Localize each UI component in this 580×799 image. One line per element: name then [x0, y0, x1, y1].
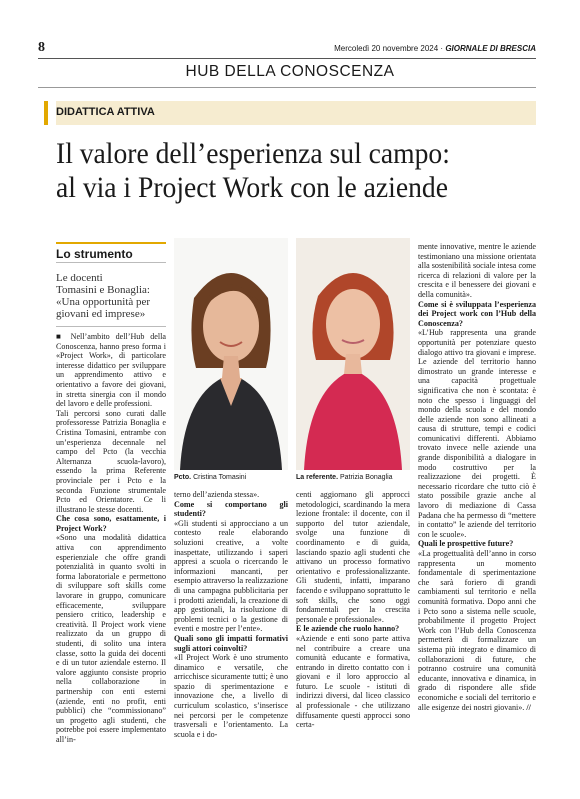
article-kicker: DIDATTICA ATTIVA — [56, 106, 155, 118]
interview-question: Quali sono gli impatti formativi sugli attori coinvolti? — [174, 633, 288, 653]
photo-caption — [296, 474, 393, 481]
caption-label: La referente. — [296, 474, 339, 481]
interview-question: Quali le prospettive future? — [418, 539, 514, 549]
body-paragraph — [418, 549, 536, 712]
sidebar-subhead-line: Le docenti — [56, 272, 103, 284]
photo-patrizia-bonaglia — [296, 238, 410, 470]
headline-line-1: Il valore dell’esperienza sul campo: — [56, 137, 450, 170]
interview-question: Come si comportano gli studenti? — [174, 499, 288, 519]
body-paragraph: ■ Nell’ambito dell’Hub della Conoscenza, hanno preso forma i «Project Work», di particolare interesse didattico per sviluppare un apprendimento attivo e orientativo a favore dei giovani, in stretta sinergia con il mondo del lavoro e delle professioni. — [56, 332, 166, 409]
portrait-illustration — [174, 238, 288, 470]
article-column-4 — [418, 242, 536, 782]
body-paragraph: «Il Project Work è uno strumento dinamico e versatile, che arricchisce sicuramente tutti; è uno spazio di sperimentazione e innovazione che, a livello di curriculum scolastico, s’inserisce nei percorsi per le competenze trasversali e l’orientamento. La scuola e i do- — [174, 653, 288, 739]
kicker-accent — [44, 101, 48, 125]
article-column-2 — [174, 490, 288, 780]
publication-name: GIORNALE DI BRESCIA — [445, 44, 536, 53]
sidebar-rule-bottom — [56, 326, 166, 327]
body-paragraph: «Gli studenti si approcciano a un contesto reale elaborando soluzioni creative, a volte inaspettate, utilizzando i saperi appresi a scuola o ricercando le informazioni mancanti, per esempio attraverso la realizzazione di una campagna pubblicitaria per i prodotti aziendali, la creazione di app gestionali, la risoluzione di problemi tecnici o la gestione di eventi e mostre per l’ente». — [174, 518, 288, 634]
caption-name: Cristina Tomasini — [193, 474, 247, 481]
closing-paragraph-text: «La progettualità dell’anno in corso rappresenta un momento fondamentale di sperimentazione che sarà foriero di grandi cambiamenti sul territorio e nella comunità formativa. Dopo anni che i Pcto sono a sistema nelle scuole, probabilmente il progetto Project Work con l’Hub della Conoscenza permetterà di formalizzare un sistema più integrato e dinamico di collaborazioni di future, che potranno costruire una comunità educante, innovativa e dinamica, in grado di rispondere alle sfide economiche e sociali del territorio e alle esigenze dei nostri giovani». — [418, 549, 536, 712]
body-paragraph: «L’Hub rappresenta una grande opportunità per potenziare questo dialogo attivo tra giovani e imprese. Le aziende del territorio hanno dimostrato un grande interesse e una capacità progettuale significativa che non è scontata: è noto che spesso i linguaggi del mondo della scuola e del mondo delle aziende non sono allineati a causa di strutture, tempi e codici comunicativi differenti. Abbiamo trovato invece nelle aziende una grande disponibilità a dialogare in modo costruttivo per la realizzazione dei progetti. È necessario ricordare che tutto ciò è stato possibile grazie anche al lavoro di mediazione di Cassa Padana che ha permesso di “mettere in contatto” le aziende del territorio con le scuole». — [418, 328, 536, 539]
article-column-1 — [56, 332, 166, 777]
caption-name: Patrizia Bonaglia — [339, 474, 393, 481]
sidebar-rule — [56, 262, 166, 263]
page-number: 8 — [38, 40, 45, 55]
end-mark: // — [526, 702, 531, 712]
photo-caption — [174, 474, 246, 481]
section-rule — [38, 87, 536, 88]
sidebar-subhead-line: «Una opportunità per — [56, 296, 151, 308]
sidebar-accent-rule — [56, 242, 166, 244]
header-separator: · — [440, 44, 444, 53]
header-info — [334, 44, 536, 53]
body-paragraph: «Aziende e enti sono parte attiva nel contribuire a creare una comunità educante e formativa, entrando in diretto contatto con i giovani e il loro approccio al futuro. Le scuole - istituti di indirizzi diversi, dal liceo classico al professionale - che utilizzano diffusamente questi approcci sono certa- — [296, 633, 410, 730]
issue-date: Mercoledì 20 novembre 2024 — [334, 44, 439, 53]
interview-question: Che cosa sono, esattamente, i Project Work? — [56, 514, 166, 533]
body-paragraph: mente innovative, mentre le aziende testimoniano una missione orientata alla sostenibilità sociale intesa come ricerca di relazioni di valore per la crescita e il benessere dei giovani e della comunità». — [418, 242, 536, 299]
sidebar-subhead-line: Tomasini e Bonaglia: — [56, 284, 150, 296]
sidebar-subhead-line: giovani ed imprese» — [56, 308, 146, 320]
body-paragraph: centi aggiornano gli approcci metodologici, scardinando la mera lezione frontale: il docente, con il supporto del tutor aziendale, svolge una funzione di coordinamento e di guida, lasciando spazio agli studenti che attivano un processo formativo orientativo e professionalizzante. Gli studenti, infatti, imparano facendo e sviluppano soprattutto le soft skills, che sono oggi fondamentali per la crescita personale e professionale». — [296, 490, 410, 624]
caption-label: Pcto. — [174, 474, 192, 481]
portrait-illustration — [296, 238, 410, 470]
interview-question: E le aziende che ruolo hanno? — [296, 624, 400, 634]
body-paragraph: Tali percorsi sono curati dalle professoresse Patrizia Bonaglia e Cristina Tomasini, entrambe con un’esperienza decennale nel campo del Pcto (la vecchia Alternanza scuola-lavoro), essendo la prima Referente provinciale per i Pcto e la seconda Funzione strumentale Pcto ed Orientatore. Ce li illustrano le stesse docenti. — [56, 408, 166, 514]
section-title: HUB DELLA CONOSCENZA — [185, 63, 395, 80]
sidebar-title: Lo strumento — [56, 247, 133, 261]
photo-cristina-tomasini — [174, 238, 288, 470]
article-column-3 — [296, 490, 410, 780]
interview-question: Come si è sviluppata l’esperienza dei Project work con l’Hub della Conoscenza? — [418, 299, 536, 328]
body-paragraph: terno dell’azienda stessa». — [174, 490, 260, 499]
headline-line-2: al via i Project Work con le aziende — [56, 171, 448, 204]
body-paragraph: «Sono una modalità didattica attiva con apprendimento esperienziale che offre grandi potenzialità in quanto svolti in forma laboratoriale e permettono di sviluppare soft skills come lavorare in gruppo, comunicare efficacemente, sviluppare pensiero critico, leadership e creatività. Il Project work viene realizzato da un gruppo di studenti, di solito una intera classe, sotto la guida dei docenti e di un tutor aziendale esterno. Il valore aggiunto consiste proprio nella collaborazione in partnership con enti esterni (aziende, enti no profit, enti pubblici) che “commissionano” un progetto agli studenti, che potrebbe poi essere implementato all’in- — [56, 533, 166, 744]
header-rule — [38, 58, 536, 59]
